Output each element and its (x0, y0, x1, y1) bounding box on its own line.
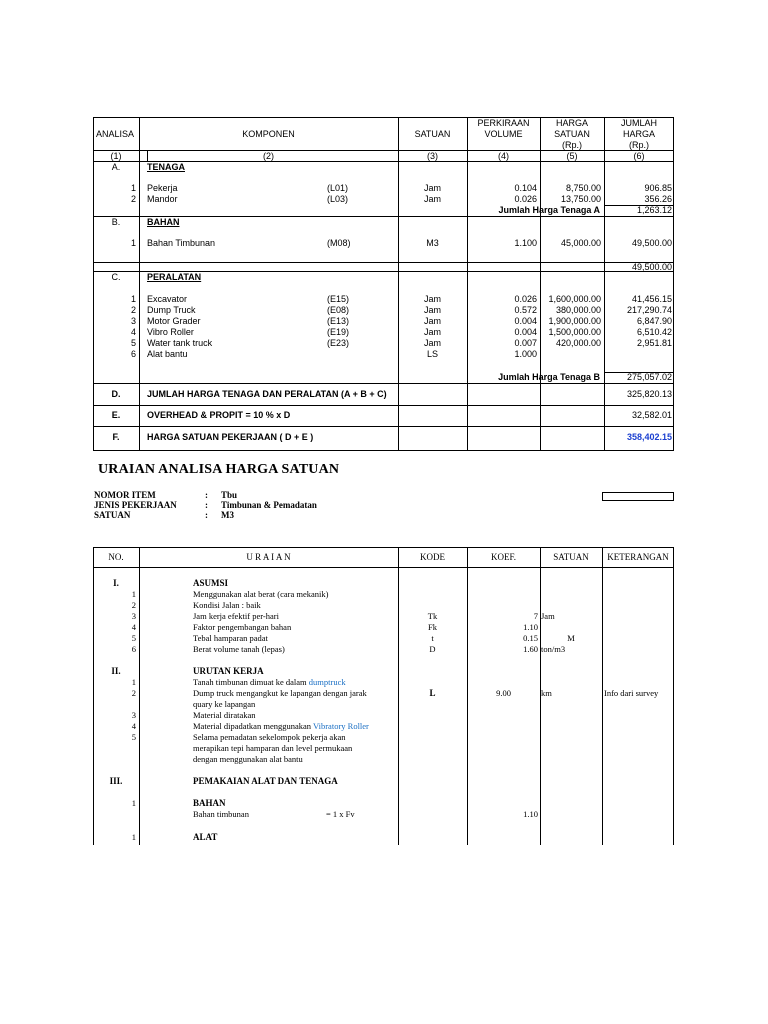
row-total: 6,510.42 (636, 327, 672, 337)
summary-text: OVERHEAD & PROPIT = 10 % x D (147, 410, 291, 420)
row-no: 4 (131, 721, 136, 731)
col-number: (5) (566, 151, 578, 161)
summary-label: E. (111, 410, 121, 420)
header-volume: VOLUME (484, 129, 523, 139)
row-unit: Jam (423, 327, 441, 337)
row-vol: 0.004 (514, 327, 537, 337)
row-satuan: km (541, 688, 552, 698)
row-no: 1 (130, 238, 136, 248)
row-no: 6 (130, 349, 136, 359)
row-text: Jam kerja efektif per-hari (193, 611, 279, 621)
section-title-pemakaian: PEMAKAIAN ALAT DAN TENAGA (193, 776, 338, 786)
summary-text: HARGA SATUAN PEKERJAAN ( D + E ) (147, 432, 314, 442)
subtotal-label-c: Jumlah Harga Tenaga B (498, 372, 600, 382)
row-no: 5 (131, 633, 136, 643)
row-kode: t (431, 633, 434, 643)
row-koef: 1.60 (523, 644, 538, 654)
header-harga: SATUAN (554, 129, 590, 139)
row-koef: 1.10 (523, 809, 538, 819)
header-jumlah: HARGA (622, 129, 655, 139)
header-harga: HARGA (555, 118, 588, 128)
row-name: Dump Truck (147, 305, 196, 315)
row-koef: 7 (533, 611, 538, 621)
row-price: 380,000.00 (555, 305, 601, 315)
header-satuan: SATUAN (414, 129, 451, 139)
row-unit: LS (426, 349, 438, 359)
row-kode: Tk (427, 611, 438, 621)
row-vol: 0.026 (514, 294, 537, 304)
row-total: 356.26 (644, 194, 672, 204)
row-no: 2 (131, 600, 136, 610)
summary-value: 325,820.13 (626, 389, 672, 399)
row-name: Vibro Roller (147, 327, 194, 337)
row-vol: 0.026 (514, 194, 537, 204)
row-divider (93, 216, 674, 217)
col-divider (540, 117, 541, 451)
row-no: 2 (131, 688, 136, 698)
row-total: 49,500.00 (631, 238, 672, 248)
section-roman: II. (111, 666, 121, 676)
row-divider (93, 150, 674, 151)
row-no: 5 (131, 732, 136, 742)
uraian-table (93, 547, 674, 845)
row-vol: 1.000 (514, 349, 537, 359)
row-code: (E15) (327, 294, 350, 304)
row-no: 2 (130, 194, 136, 204)
row-unit: Jam (423, 305, 441, 315)
row-vol: 0.572 (514, 305, 537, 315)
vibratory-roller-link[interactable]: Vibratory Roller (312, 721, 369, 731)
row-text-part: Tanah timbunan dimuat ke dalam (193, 677, 309, 687)
row-code: (L01) (327, 183, 349, 193)
uraian-header-kode: KODE (420, 552, 445, 562)
row-koef: 0.15 (523, 633, 538, 643)
row-total: 2,951.81 (636, 338, 672, 348)
row-text: Kondisi Jalan : baik (193, 600, 261, 610)
row-no: 4 (130, 327, 136, 337)
empty-input-box (602, 492, 674, 501)
row-no: 3 (131, 710, 136, 720)
row-price: 13,750.00 (560, 194, 601, 204)
uraian-header-no: NO. (108, 552, 124, 562)
row-text: Bahan timbunan (193, 809, 249, 819)
row-text-part: Material dipadatkan menggunakan (193, 721, 313, 731)
col-divider (604, 117, 605, 451)
row-text: Menggunakan alat berat (cara mekanik) (193, 589, 329, 599)
row-code: (M08) (327, 238, 351, 248)
row-name: Alat bantu (147, 349, 188, 359)
col-divider (398, 117, 399, 451)
row-name: Motor Grader (147, 316, 201, 326)
info-label: JENIS PEKERJAAN (94, 500, 177, 510)
info-sep: : (205, 490, 208, 500)
section-label-a: A. (111, 162, 121, 172)
row-no: 1 (131, 589, 136, 599)
row-kode: Fk (428, 622, 437, 632)
row-price: 1,900,000.00 (548, 316, 601, 326)
row-no: 5 (130, 338, 136, 348)
row-code: (E23) (327, 338, 350, 348)
uraian-title: URAIAN ANALISA HARGA SATUAN (98, 462, 340, 477)
uraian-header-uraian: U R A I A N (246, 552, 291, 562)
col-divider (139, 547, 140, 845)
row-no: 1 (130, 294, 136, 304)
section-title-bahan: BAHAN (147, 217, 180, 227)
row-text: Material diratakan (193, 710, 256, 720)
section-title-peralatan: PERALATAN (147, 272, 202, 282)
row-name: Pekerja (147, 183, 178, 193)
header-analisa: ANALISA (96, 129, 135, 139)
section-label-c: C. (111, 272, 121, 282)
summary-value-total: 358,402.15 (626, 432, 672, 442)
row-divider (93, 262, 674, 263)
row-satuan: Jam (541, 611, 555, 621)
info-value: M3 (221, 510, 234, 520)
row-code: (E19) (327, 327, 350, 337)
col-number: (3) (427, 151, 438, 161)
row-unit: M3 (426, 238, 439, 248)
col-divider (139, 117, 140, 451)
summary-label: F. (112, 432, 120, 442)
row-name: Mandor (147, 194, 178, 204)
row-total: 41,456.15 (631, 294, 672, 304)
col-number: (4) (498, 151, 509, 161)
row-code: (L03) (327, 194, 349, 204)
row-text-cont: merapikan tepi hamparan dan level permukaan (193, 743, 353, 753)
row-formula: = 1 x Fv (326, 809, 355, 819)
row-name: Bahan Timbunan (147, 238, 216, 248)
row-unit: Jam (423, 183, 441, 193)
row-keterangan: Info dari survey (604, 688, 659, 698)
row-koef: 9.00 (496, 688, 511, 698)
row-no: 3 (131, 611, 136, 621)
info-label: NOMOR ITEM (94, 490, 156, 500)
row-vol: 0.004 (514, 316, 537, 326)
row-no: 1 (131, 832, 136, 842)
info-value: Tbu (221, 490, 238, 500)
row-satuan: ton/m3 (541, 644, 566, 654)
row-unit: Jam (423, 294, 441, 304)
row-koef: 1.10 (523, 622, 538, 632)
row-vol: 0.104 (514, 183, 537, 193)
header-jumlah: JUMLAH (620, 118, 657, 128)
row-text: Tebal hamparan padat (193, 633, 268, 643)
col-divider (602, 547, 603, 845)
row-kode: D (429, 644, 436, 654)
row-price: 1,600,000.00 (548, 294, 601, 304)
summary-label: D. (111, 389, 121, 399)
row-no: 2 (130, 305, 136, 315)
subtotal-label-a: Jumlah Harga Tenaga A (498, 205, 600, 215)
header-komponen: KOMPONEN (242, 129, 295, 139)
header-harga: (Rp.) (562, 140, 582, 150)
uraian-header-keterangan: KETERANGAN (607, 552, 669, 562)
row-price: 1,500,000.00 (548, 327, 601, 337)
subtotal-value-a: 1,263.12 (636, 205, 672, 215)
row-divider (93, 383, 674, 384)
row-no: 1 (130, 183, 136, 193)
info-value: Timbunan & Pemadatan (221, 500, 317, 510)
row-text: Dump truck mengangkut ke lapangan dengan jarak (193, 688, 367, 698)
row-no: 4 (131, 622, 136, 632)
info-sep: : (205, 510, 208, 520)
row-divider (93, 405, 674, 406)
col-number: (1) (110, 151, 122, 161)
row-kode: L (429, 688, 436, 698)
subtotal-value-b: 49,500.00 (631, 262, 672, 272)
row-code: (E13) (327, 316, 350, 326)
header-jumlah: (Rp.) (629, 140, 649, 150)
row-text (193, 722, 369, 731)
col-divider (467, 117, 468, 451)
section-title-tenaga: TENAGA (147, 162, 185, 172)
info-label: SATUAN (94, 510, 131, 520)
row-code: (E08) (327, 305, 350, 315)
row-no: 6 (131, 644, 136, 654)
row-no: 1 (131, 677, 136, 687)
section-roman: I. (113, 578, 119, 588)
row-divider (93, 426, 674, 427)
row-no: 1 (131, 798, 136, 808)
row-total: 906.85 (644, 183, 672, 193)
row-unit: Jam (423, 316, 441, 326)
summary-text: JUMLAH HARGA TENAGA DAN PERALATAN (A + B + C) (147, 389, 387, 399)
section-title-urutan: URUTAN KERJA (193, 666, 264, 676)
subsection-bahan: BAHAN (193, 798, 226, 808)
row-satuan: M (567, 633, 575, 643)
row-text: Selama pemadatan sekelompok pekerja akan (193, 732, 346, 742)
row-total: 6,847.90 (636, 316, 672, 326)
header-divider (93, 567, 674, 568)
section-roman: III. (109, 776, 123, 786)
row-total: 217,290.74 (626, 305, 672, 315)
row-name: Water tank truck (147, 338, 213, 348)
row-unit: Jam (423, 338, 441, 348)
uraian-header-satuan: SATUAN (553, 552, 589, 562)
dumptruck-link[interactable]: dumptruck (308, 677, 346, 687)
section-label-b: B. (111, 217, 121, 227)
row-text-cont: dengan menggunakan alat bantu (193, 754, 303, 764)
row-text: Berat volume tanah (lepas) (193, 644, 285, 654)
header-volume: PERKIRAAN (477, 118, 530, 128)
uraian-header-koef: KOEF. (490, 552, 517, 562)
info-sep: : (205, 500, 208, 510)
row-text: Faktor pengembangan bahan (193, 622, 292, 632)
tab-marker (147, 151, 148, 161)
subtotal-value-c: 275,057.02 (626, 372, 672, 382)
row-unit: Jam (423, 194, 441, 204)
row-no: 3 (130, 316, 136, 326)
row-price: 45,000.00 (560, 238, 601, 248)
section-title-asumsi: ASUMSI (193, 578, 229, 588)
summary-value: 32,582.01 (631, 410, 672, 420)
row-text (193, 678, 346, 687)
row-vol: 1.100 (514, 238, 537, 248)
row-vol: 0.007 (514, 338, 537, 348)
subsection-alat: ALAT (193, 832, 218, 842)
col-number: (2) (263, 151, 274, 161)
row-text-cont: quary ke lapangan (193, 699, 256, 709)
row-price: 8,750.00 (565, 183, 601, 193)
row-price: 420,000.00 (555, 338, 601, 348)
row-name: Excavator (147, 294, 188, 304)
col-number: (6) (633, 151, 645, 161)
